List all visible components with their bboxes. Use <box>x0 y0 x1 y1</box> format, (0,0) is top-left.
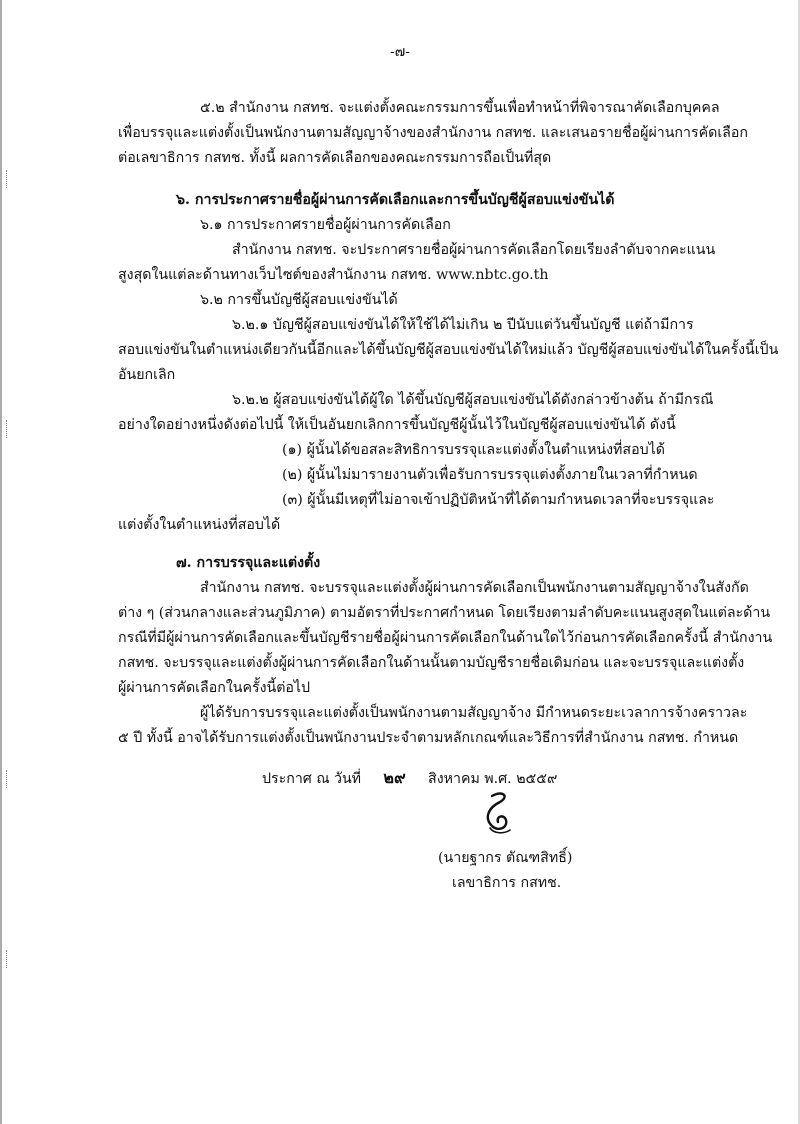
sec7-p1-line-4: กสทช. จะบรรจุและแต่งตั้งผู้ผ่านการคัดเลือกในด้านนั้นตามบัญชีรายชื่อเดิมก่อน และจะบรรจุและแต่งตั้ง <box>118 655 745 671</box>
sec5-2-line-1: ๕.๒ สำนักงาน กสทช. จะแต่งตั้งคณะกรรมการขึ้นเพื่อทำหน้าที่พิจารณาคัดเลือกบุคคล <box>200 100 720 116</box>
announcement-day: ๒๙ <box>383 768 406 787</box>
sec6-2-1-line-1: ๖.๒.๑ บัญชีผู้สอบแข่งขันได้ให้ใช้ได้ไม่เกิน ๒ ปีนับแต่วันขึ้นบัญชี แต่ถ้ามีการ <box>232 317 694 333</box>
sec6-item-1: (๑) ผู้นั้นได้ขอสละสิทธิการบรรจุและแต่งตั้งในตำแหน่งที่สอบได้ <box>282 442 665 458</box>
scan-mark <box>6 170 10 188</box>
sec6-item-3-line-1: (๓) ผู้นั้นมีเหตุที่ไม่อาจเข้าปฏิบัติหน้าที่ได้ตามกำหนดเวลาที่จะบรรจุและ <box>282 492 715 508</box>
sec7-p2-line-1: ผู้ได้รับการบรรจุและแต่งตั้งเป็นพนักงานตามสัญญาจ้าง มีกำหนดระยะเวลาการจ้างคราวละ <box>200 705 748 721</box>
scan-left-edge <box>0 0 2 1124</box>
scan-mark <box>6 950 10 968</box>
sec6-2-title: ๖.๒ การขึ้นบัญชีผู้สอบแข่งขันได้ <box>200 292 398 308</box>
sec5-2-line-2: เพื่อบรรจุและแต่งตั้งเป็นพนักงานตามสัญญาจ้างของสำนักงาน กสทช. และเสนอรายชื่อผู้ผ่านการคัดเลือก <box>118 125 748 141</box>
sec7-p1-line-2: ต่าง ๆ (ส่วนกลางและส่วนภูมิภาค) ตามอัตราที่ประกาศกำหนด โดยเรียงตามลำดับคะแนนสูงสุดในแต่ละด้าน <box>118 605 771 621</box>
sec5-2-line-3: ต่อเลขาธิการ กสทช. ทั้งนี้ ผลการคัดเลือกของคณะกรรมการถือเป็นที่สุด <box>118 150 552 166</box>
sec7-p1-line-3: กรณีที่มีผู้ผ่านการคัดเลือกและขึ้นบัญชีรายชื่อผู้ผ่านการคัดเลือกในด้านใดไว้ก่อนการคัดเลือกครั้งนี้ สำนักงาน <box>118 630 773 646</box>
sec6-2-2-line-2: อย่างใดอย่างหนึ่งดังต่อไปนี้ ให้เป็นอันยกเลิกการขึ้นบัญชีผู้นั้นไว้ในบัญชีผู้สอบแข่งขันได้ ดังนี้ <box>118 417 676 433</box>
sec7-p1-line-5: ผู้ผ่านการคัดเลือกในครั้งนี้ต่อไป <box>118 680 311 696</box>
section-7-heading: ๗. การบรรจุและแต่งตั้ง <box>176 555 321 571</box>
sec6-2-1-line-2: สอบแข่งขันในตำแหน่งเดียวกันนี้อีกและได้ขึ้นบัญชีผู้สอบแข่งขันได้ใหม่แล้ว บัญชีผู้สอบแข่งขันได้ในครั้งนี้เป็น <box>118 342 779 358</box>
sec7-p1-line-1: สำนักงาน กสทช. จะบรรจุและแต่งตั้งผู้ผ่านการคัดเลือกเป็นพนักงานตามสัญญาจ้างในสังกัด <box>200 580 749 596</box>
signatory-name: (นายฐากร ตัณฑสิทธิ์) <box>438 850 573 866</box>
section-6-heading: ๖. การประกาศรายชื่อผู้ผ่านการคัดเลือกและการขึ้นบัญชีผู้สอบแข่งขันได้ <box>176 192 615 208</box>
sec7-p2-line-2: ๕ ปี ทั้งนี้ อาจได้รับการแต่งตั้งเป็นพนักงานประจำตามหลักเกณฑ์และวิธีการที่สำนักงาน กสทช. กำหนด <box>118 730 739 746</box>
sec6-item-2: (๒) ผู้นั้นไม่มารายงานตัวเพื่อรับการบรรจุแต่งตั้งภายในเวลาที่กำหนด <box>282 467 698 483</box>
page-number: -๗- <box>390 44 410 60</box>
sec6-1-line-2: สูงสุดในแต่ละด้านทางเว็บไซต์ของสำนักงาน กสทช. www.nbtc.go.th <box>118 267 549 283</box>
sec6-2-1-line-3: อันยกเลิก <box>118 367 176 383</box>
scan-mark <box>6 420 10 438</box>
sec6-2-2-line-1: ๖.๒.๒ ผู้สอบแข่งขันได้ผู้ใด ได้ขึ้นบัญชีผู้สอบแข่งขันได้ดังกล่าวข้างต้น ถ้ามีกรณี <box>232 392 714 408</box>
announcement-prefix: ประกาศ ณ วันที่ <box>262 771 362 787</box>
signatory-title: เลขาธิการ กสทช. <box>452 875 562 891</box>
sec6-1-title: ๖.๑ การประกาศรายชื่อผู้ผ่านการคัดเลือก <box>200 217 451 233</box>
sec6-item-3-line-2: แต่งตั้งในตำแหน่งที่สอบได้ <box>118 517 281 533</box>
sec6-1-line-1: สำนักงาน กสทช. จะประกาศรายชื่อผู้ผ่านการคัดเลือกโดยเรียงลำดับจากคะแนน <box>232 242 716 258</box>
handwritten-signature <box>478 788 518 838</box>
announcement-month-year: สิงหาคม พ.ศ. ๒๕๕๙ <box>428 771 558 787</box>
scan-mark <box>6 770 10 788</box>
